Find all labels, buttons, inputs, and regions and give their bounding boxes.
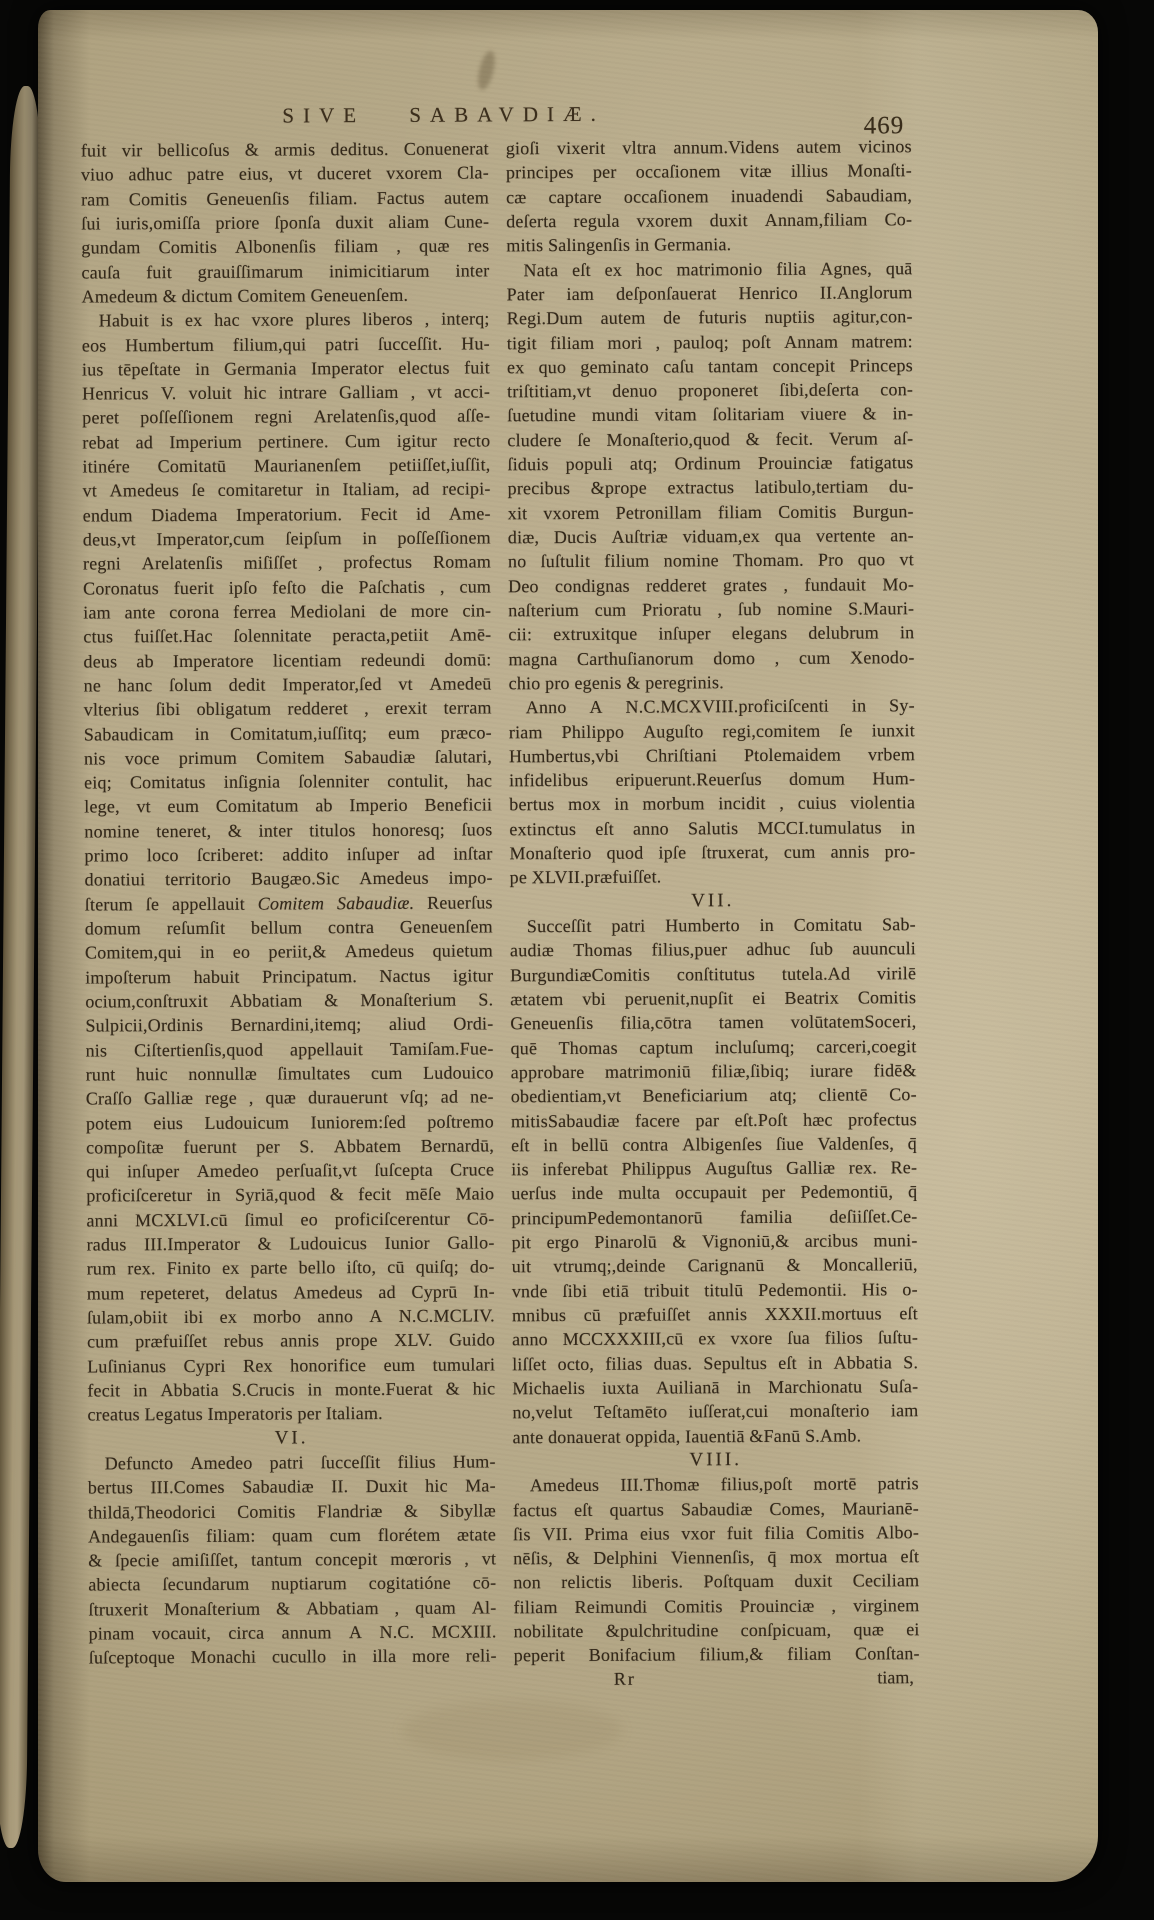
text-line: potem eius Ludouicum Iuniorem:ſed poſtremo — [85, 1110, 494, 1134]
text-line: nobilitate &pulchritudine conſpicuam, quæ ei — [513, 1619, 920, 1642]
text-line: rebat ad Imperium pertinere. Cum igitur recto — [82, 430, 491, 453]
text-line: xit vxorem Petronillam filiam Comitis Burgun- — [507, 500, 914, 523]
text-line: ius tēpeſtate in Germania Imperator electus fuit — [81, 357, 490, 380]
text-line: non relictis liberis. Poſtquam duxit Ceciliam — [513, 1570, 920, 1593]
text-line: lege, vt eum Comitatum ab Imperio Beneficii — [84, 794, 493, 817]
text-line: gioſi vixerit vltra annum.Videns autem vicinos — [505, 136, 912, 159]
text-line: Andegauenſis filiam: quam cum florétem ætate — [88, 1524, 497, 1547]
text-line: naſterium cum Prioratu , ſub nomine S.Mauri- — [508, 598, 915, 621]
text-line: Habuit is ex hac vxore plures liberos , interq; — [98, 308, 490, 331]
text-column-left — [81, 136, 497, 1670]
text-line: deſerta regula vxorem duxit Annam,filiam Co- — [506, 209, 913, 232]
ink-smudge — [475, 49, 498, 91]
running-head: SIVE SABAVDIÆ. — [282, 101, 605, 128]
text-line: magna Carthuſianorum domo , cum Xenodo- — [508, 646, 915, 669]
text-line: fecit in Abbatia S.Crucis in monte.Fuerat & hic — [87, 1378, 496, 1401]
text-line: approbare matrimoniū filiæ,ſibiq; iurare fidē& — [510, 1060, 917, 1083]
text-line: cæ captare occaſionem inuadendi Sabaudiam, — [506, 184, 913, 207]
text-line: mum repeteret, delatus Amedeus ad Cyprū In- — [86, 1281, 495, 1304]
text-line: chio pro egenis & peregrinis. — [508, 672, 724, 694]
text-line: infidelibus eripuerunt.Reuerſus domum Hum- — [509, 768, 916, 791]
text-line: pinam vocauit, circa annum A N.C. MCXIII. — [88, 1621, 497, 1644]
text-line: domum reſumſit bellum contra Geneuenſem — [84, 916, 493, 939]
text-line: liſſet octo, filias duas. Sepultus eſt in Abbatia S. — [512, 1351, 919, 1374]
text-line: mitis Salingenſis in Germania. — [506, 234, 732, 256]
section-heading: VI. — [274, 1426, 309, 1449]
text-line: vt Amedeus ſe comitaretur in Italiam, ad recipi- — [82, 478, 491, 501]
text-line: proficiſceretur in Syriā,quod & fecit mēſe Maio — [86, 1183, 495, 1206]
signature-mark: Rr — [613, 1668, 636, 1689]
text-line: ante donauerat oppida, Iauentiā &Fanū S.Amb. — [512, 1425, 862, 1447]
text-line: Sabaudicam in Comitatum,iuſſitq; eum præco- — [83, 721, 492, 745]
text-line: thildā,Theodorici Comitis Flandriæ & Sibyllæ — [87, 1499, 496, 1523]
text-line: BurgundiæComitis conſtitutus tutela.Ad virilē — [510, 962, 917, 985]
text-line: Henricus V. voluit hic intrare Galliam , vt acci- — [82, 381, 491, 404]
text-line: quē Thomas captum incluſumq; carceri,coegit — [510, 1035, 917, 1058]
text-line: ſuetudine mundi vitam ſolitariam viuere & in- — [507, 403, 914, 426]
catchword: tiam, — [877, 1667, 914, 1688]
text-line: abiecta ſecundarum nuptiarum cogitatióne cō- — [88, 1572, 497, 1595]
text-line: ætatem vbi peruenit,nupſit ei Beatrix Comitis — [510, 987, 917, 1010]
text-line: Deo condignas redderet grates , fundauit Mo- — [508, 573, 915, 596]
text-line: regni Arelatenſis miſiſſet , profectus Romam — [82, 551, 492, 574]
text-line: Pater iam deſponſauerat Henrico II.Anglorum — [506, 282, 913, 305]
text-line: Humbertus,vbi Chriſtiani Ptolemaidem vrbem — [508, 743, 916, 767]
text-line: ſulam,obiit ibi ex morbo anno A N.C.MCLIV. — [86, 1305, 495, 1328]
text-line: ſis VII. Prima eius vxor fuit filia Comitis Albo- — [513, 1521, 920, 1545]
text-line: runt huic nonnullæ ſimultates cum Ludouico — [85, 1062, 494, 1085]
text-line: ram Comitis Geneuenſis filiam. Factus autem — [81, 187, 490, 210]
text-line: Craſſo Galliæ rege , quæ durauerunt vſq; ad ne- — [85, 1086, 494, 1109]
text-line: deus ab Imperatore licentiam redeundi domū: — [83, 648, 492, 672]
text-line: Geneuenſis filia,cōtra tamen volūtatemSoceri, — [510, 1011, 917, 1034]
text-line: compoſitæ fuerunt per S. Abbatem Bernardū, — [85, 1135, 495, 1158]
text-line: gundam Comitis Albonenſis filiam , quæ res — [81, 235, 490, 258]
text-line: Succeſſit patri Humberto in Comitatu Sab- — [526, 914, 916, 937]
text-line: mitisSabaudiæ facere par eſt.Poſt hæc profectus — [510, 1108, 917, 1131]
text-line: Luſinianus Cypri Rex honorifice eum tumulari — [87, 1354, 496, 1377]
text-line: diæ, Ducis Auſtriæ viduam,ex qua vertente an- — [507, 525, 914, 548]
text-line: uit vtrumq;,deinde Carignanū & Moncalleriū, — [511, 1254, 918, 1277]
text-line: viuo adhuc patre eius, vt duceret vxorem Cla- — [80, 162, 489, 185]
text-line: cii: extruxitque inſuper elegans delubrum in — [508, 622, 915, 645]
text-line: filiam Reimundi Comitis Prouinciæ , virginem — [513, 1594, 920, 1618]
text-line: peret poſſeſſionem regni Arelatenſis,quod aſſe- — [82, 405, 491, 428]
text-line: rum rex. Finito ex parte bello iſto, cū quiſq; do- — [86, 1256, 495, 1279]
text-line: precibus &prope extractus latibulo,tertiam du- — [507, 476, 914, 499]
text-line: Amedeum & dictum Comitem Geneuenſem. — [81, 284, 409, 307]
text-line: ſui iuris,omiſſa priore ſponſa duxit aliam Cune- — [81, 211, 490, 234]
text-line: tigit filiam mori , pauloq; poſt Annam matrem: — [506, 330, 913, 353]
text-line: no,velut Teſtamēto iuſſerat,cui monaſterio iam — [512, 1400, 919, 1423]
text-line: peperit Bonifacium filium,& filiam Conſtan- — [513, 1643, 920, 1666]
text-line: Defuncto Amedeo patri ſucceſſit filius Hum- — [104, 1451, 496, 1474]
text-line: extinctus eſt anno Salutis MCCI.tumulatus in — [509, 816, 916, 840]
signature-row — [514, 1667, 920, 1693]
text-line: no ſuſtulit filium nomine Thomam. Pro quo vt — [507, 549, 914, 572]
text-line: Michaelis iuxta Auilianā in Marchionatu Suſa- — [512, 1376, 919, 1399]
text-line: primo loco ſcriberet: addito inſuper ad inſtar — [84, 843, 493, 866]
text-line: ſuſceptoque Monachi cucullo in illa more reli- — [88, 1645, 497, 1668]
text-line: nis voce primum Comitem Sabaudiæ ſalutari, — [83, 746, 493, 769]
text-line: ſterum ſe appellauit Comitem Sabaudiæ. Reuerſus — [84, 892, 493, 915]
section-heading: VIII. — [689, 1448, 742, 1471]
text-line: creatus Legatus Imperatoris per Italiam. — [87, 1403, 383, 1425]
text-line: Sulpicii,Ordinis Bernardini,itemq; aliud Ordi- — [85, 1013, 494, 1036]
book-page — [38, 10, 1098, 1882]
text-line: donatiui territorio Baugæo.Sic Amedeus impo- — [84, 867, 493, 890]
text-line: eos Humbertum filium,qui patri ſucceſſit. Hu- — [81, 332, 490, 356]
text-line: endum Diadema Imperatorium. Fecit id Ame- — [82, 503, 491, 526]
text-line: audiæ Thomas filius,puer adhuc ſub auunculi — [509, 938, 917, 961]
text-line: bertus III.Comes Sabaudiæ II. Duxit hic Ma- — [87, 1475, 496, 1498]
text-column-right — [506, 134, 920, 1668]
text-line: vlterius ſibi obligatum redderet , erexit terram — [83, 697, 492, 720]
text-line: deus,vt Imperator,cum ſeipſum in poſſeſſionem — [82, 527, 491, 550]
text-line: nis Ciſtertienſis,quod appellauit Tamiſam.Fue- — [85, 1037, 494, 1061]
text-line: itinére Comitatū Maurianenſem petiiſſet,iuſſit, — [82, 454, 491, 477]
text-line: eſt in bellū contra Albigenſes ſiue Valdenſes, q̄ — [510, 1132, 918, 1156]
text-line: uerſus inde multa occupauit per Pedemontiū, q̄ — [511, 1181, 918, 1204]
text-line: pit ergo Pinarolū & Vignoniū,& arcibus muni- — [511, 1230, 918, 1253]
text-line: Amedeus III.Thomæ filius,poſt mortē patris — [529, 1473, 919, 1496]
text-line: Monaſterio quod ipſe ſtruxerat, cum annis pro- — [509, 841, 916, 864]
paper-stain — [402, 1700, 622, 1761]
text-line: riam Philippo Auguſto regi,comitem ſe iunxit — [508, 719, 915, 742]
text-line: nomine teneret, & inter titulos honoresq; ſuos — [84, 819, 493, 842]
text-line: ſtruxerit Monaſterium & Abbatiam , quam Al- — [88, 1597, 497, 1620]
text-line: ctus fuiſſet.Hac ſolennitate peracta,petiit Amē- — [83, 624, 492, 647]
text-line: triſtitiam,vt denuo proponeret ſibi,deſerta con- — [507, 379, 914, 402]
text-line: principumPedemontanorū familia deſiiſſet.Ce- — [511, 1205, 918, 1229]
text-line: fuit vir bellicoſus & armis deditus. Conuenerat — [80, 138, 489, 161]
text-line: & ſpecie amiſiſſet, tantum concepit mœroris , vt — [88, 1548, 497, 1571]
page-number: 469 — [863, 112, 905, 140]
text-line: Comitem,qui in eo periit,& Amedeus quietum — [84, 940, 494, 963]
text-line: ocium,conſtruxit Abbatiam & Monaſterium S. — [85, 989, 494, 1012]
text-line: nēſis, & Delphini Viennenſis, q̄ mox mortua eſt — [513, 1546, 920, 1569]
section-heading: VII. — [691, 889, 735, 912]
text-line: cludere ſe Monaſterio,quod & fecit. Verum aſ- — [507, 427, 914, 451]
text-line: anno MCCXXXIII,cū ex vxore ſua filios ſuſtu- — [512, 1327, 919, 1350]
text-line: radus III.Imperator & Ludouicus Iunior Gallo- — [86, 1232, 495, 1255]
text-line: cum præfuiſſet rebus annis prope XLV. Guido — [87, 1329, 496, 1352]
text-line: principes per occaſionem vitæ illius Monaſti- — [505, 160, 912, 183]
text-line: obedientiam,vt Beneficiarium atq; clientē Co- — [510, 1084, 917, 1107]
page-content — [33, 7, 1103, 1885]
text-line: ex quo geminato caſu tantam concepit Princeps — [506, 354, 913, 378]
text-line: Nata eſt ex hoc matrimonio filia Agnes, quā — [523, 257, 913, 280]
text-line: factus eſt quartus Sabaudiæ Comes, Maurianē- — [512, 1497, 919, 1520]
text-line: Regi.Dum autem de futuris nuptiis agitur,con- — [506, 306, 913, 329]
text-line: cauſa fuit grauiſſimarum inimicitiarum inter — [81, 259, 490, 283]
text-line: iam ante corona ferrea Mediolani de more cin- — [83, 600, 492, 623]
text-line: impoſterum habuit Principatum. Nactus igitur — [85, 965, 494, 988]
text-line: pe XLVII.præfuiſſet. — [509, 866, 662, 888]
text-line: Anno A N.C.MCXVIII.proficiſcenti in Sy- — [525, 695, 915, 718]
text-line: mnibus cū præfuiſſet annis XXXII.mortuus eſt — [511, 1303, 918, 1326]
text-line: ſiduis populi atq; Ordinum Prouinciæ fatigatus — [507, 452, 914, 475]
text-line: anni MCXLVI.cū ſimul eo proficiſcerentur Cō- — [86, 1208, 495, 1231]
text-line: bertus mox in morbum incidit , cuius violentia — [509, 792, 916, 815]
text-line: vnde ſibi etiā tribuit titulū Pedemontii. His o- — [511, 1278, 918, 1301]
text-line: eiq; Comitatus inſignia ſolenniter contulit, hac — [84, 770, 493, 793]
text-line: ne hanc ſolum dedit Imperator,ſed vt Amedeū — [83, 673, 492, 696]
text-line: Coronatus fuerit ipſo feſto die Paſchatis , cum — [83, 576, 492, 599]
text-line: qui inſuper Amedeo perſuaſit,vt ſuſcepta Cruce — [86, 1159, 495, 1182]
text-line: iis inferebat Philippus Auguſtus Galliæ rex. Re- — [511, 1157, 918, 1180]
